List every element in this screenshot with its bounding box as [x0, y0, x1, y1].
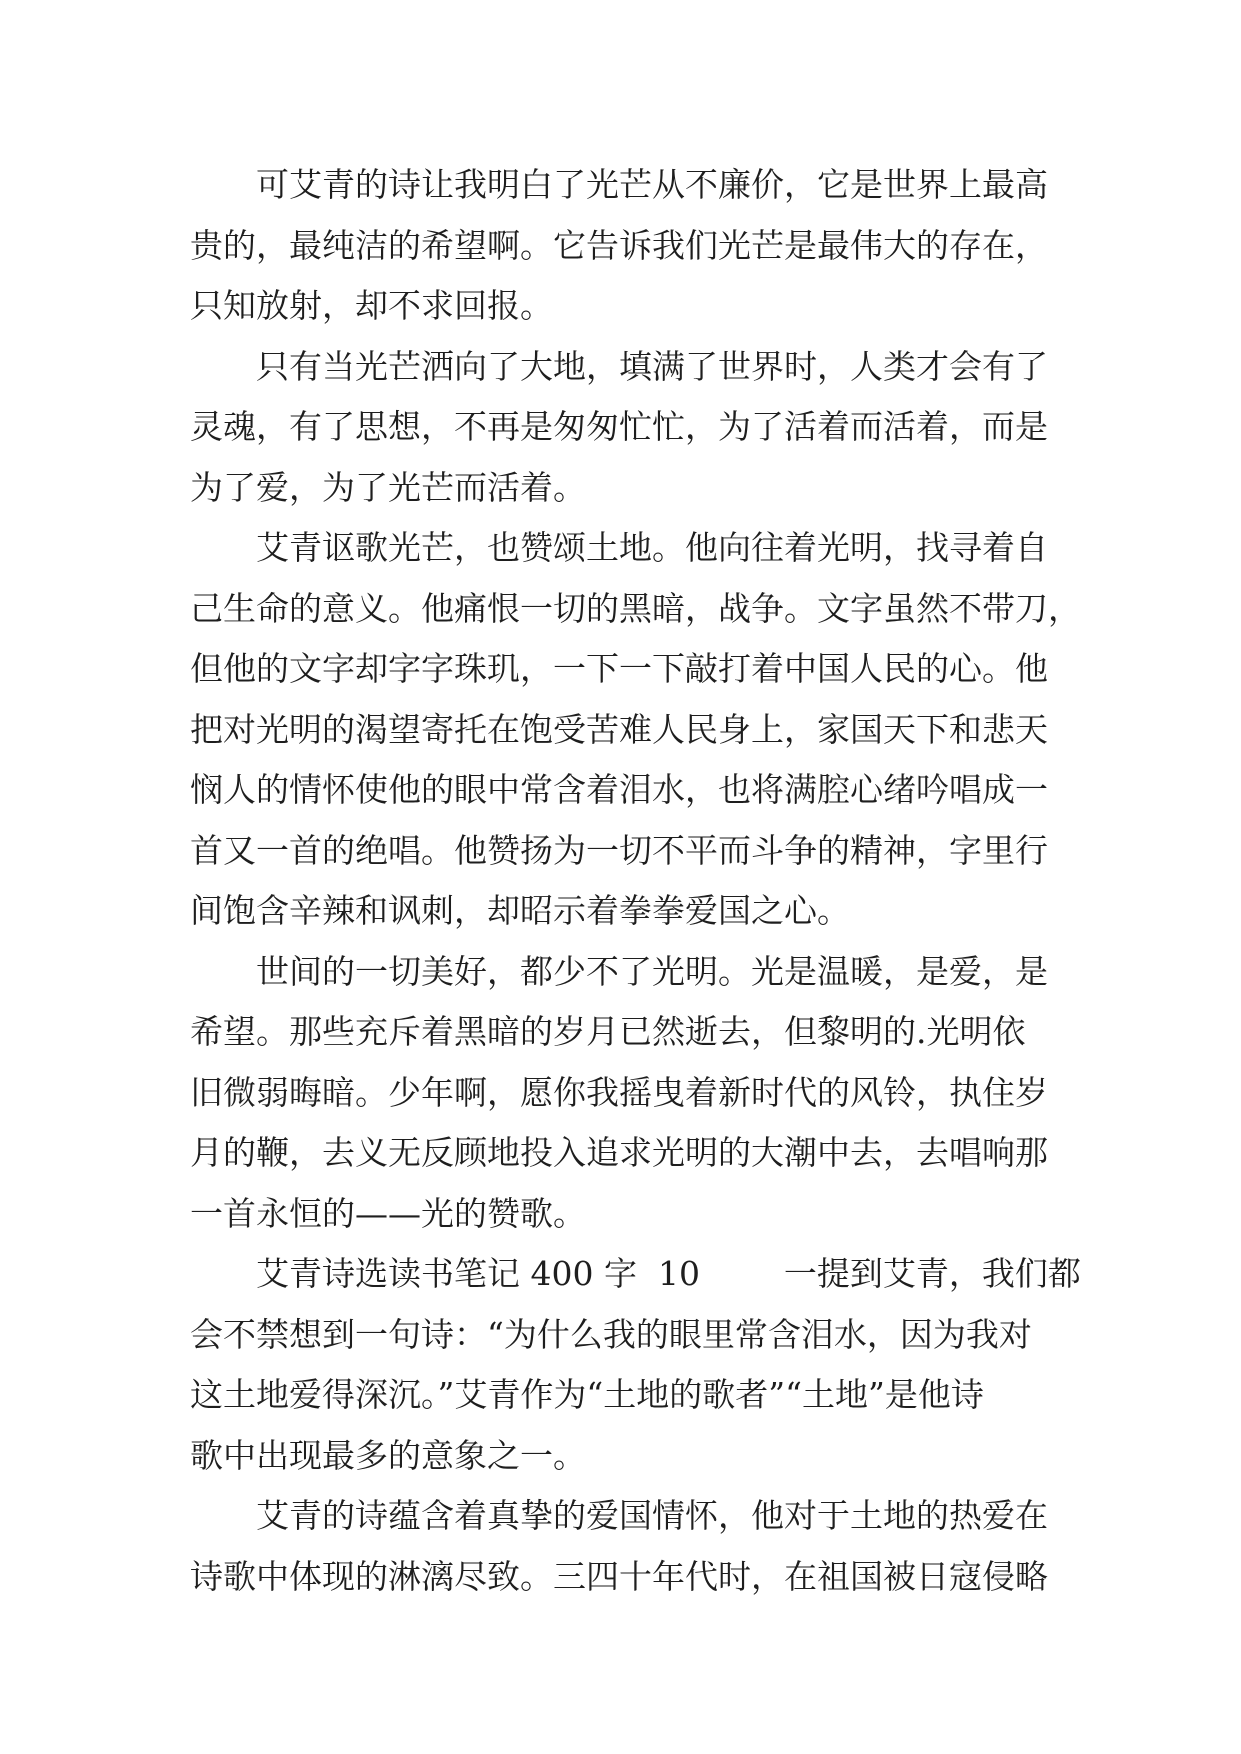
paragraph-3-line-2: 己生命的意义。他痛恨一切的黑暗，战争。文字虽然不带刀，: [190, 588, 1081, 628]
paragraph-4-line-1: 世间的一切美好，都少不了光明。光是温暖，是爱，是: [256, 951, 1048, 991]
paragraph-6-line-1: 艾青的诗蕴含着真挚的爱国情怀，他对于土地的热爱在: [256, 1496, 1048, 1535]
paragraph-3-line-4: 把对光明的渴望寄托在饱受苦难人民身上，家国天下和悲天: [190, 709, 1048, 749]
paragraph-3-line-5: 悯人的情怀使他的眼中常含着泪水，也将满腔心绪吟唱成一: [190, 770, 1048, 809]
paragraph-5-line-2: 会不禁想到一句诗：“为什么我的眼里常含泪水，因为我对: [190, 1314, 1032, 1354]
document-body: [190, 155, 1081, 1607]
paragraph-2-line-2: 灵魂，有了思想，不再是匆匆忙忙，为了活着而活着，而是: [190, 407, 1048, 446]
paragraph-3-line-7: 间饱含辛辣和讽刺，却昭示着拳拳爱国之心。: [190, 891, 850, 930]
paragraph-2-line-1: 只有当光芒洒向了大地，填满了世界时，人类才会有了: [256, 346, 1048, 386]
paragraph-3-line-1: 艾青讴歌光芒，也赞颂土地。他向往着光明，找寻着自: [256, 528, 1048, 567]
paragraph-3-line-6: 首又一首的绝唱。他赞扬为一切不平而斗争的精神，字里行: [190, 830, 1048, 870]
paragraph-4-line-4: 月的鞭，去义无反顾地投入追求光明的大潮中去，去唱响那: [190, 1133, 1048, 1172]
paragraph-1-line-2: 贵的，最纯洁的希望啊。它告诉我们光芒是最伟大的存在，: [190, 225, 1048, 265]
paragraph-3-line-3: 但他的文字却字字珠玑，一下一下敲打着中国人民的心。他: [190, 649, 1048, 688]
paragraph-2-line-3: 为了爱，为了光芒而活着。: [190, 467, 586, 507]
paragraph-1-line-1: 可艾青的诗让我明白了光芒从不廉价，它是世界上最高: [256, 165, 1048, 204]
paragraph-4-line-2: 希望。那些充斥着黑暗的岁月已然逝去，但黎明的.光明依: [190, 1012, 1026, 1051]
paragraph-1-line-3: 只知放射，却不求回报。: [190, 286, 553, 325]
paragraph-4-line-5: 一首永恒的——光的赞歌。: [190, 1193, 586, 1233]
paragraph-5-line-4: 歌中出现最多的意象之一。: [190, 1435, 586, 1475]
paragraph-6-line-2: 诗歌中体现的淋漓尽致。三四十年代时，在祖国被日寇侵略: [190, 1556, 1048, 1596]
paragraph-5-line-3: 这土地爱得深沉。”艾青作为“土地的歌者”“土地”是他诗: [190, 1375, 984, 1414]
paragraph-5-line-1: 艾青诗选读书笔记 400 字 10 一提到艾青，我们都: [256, 1254, 1081, 1293]
paragraph-4-line-3: 旧微弱晦暗。少年啊，愿你我摇曳着新时代的风铃，执住岁: [190, 1072, 1048, 1112]
